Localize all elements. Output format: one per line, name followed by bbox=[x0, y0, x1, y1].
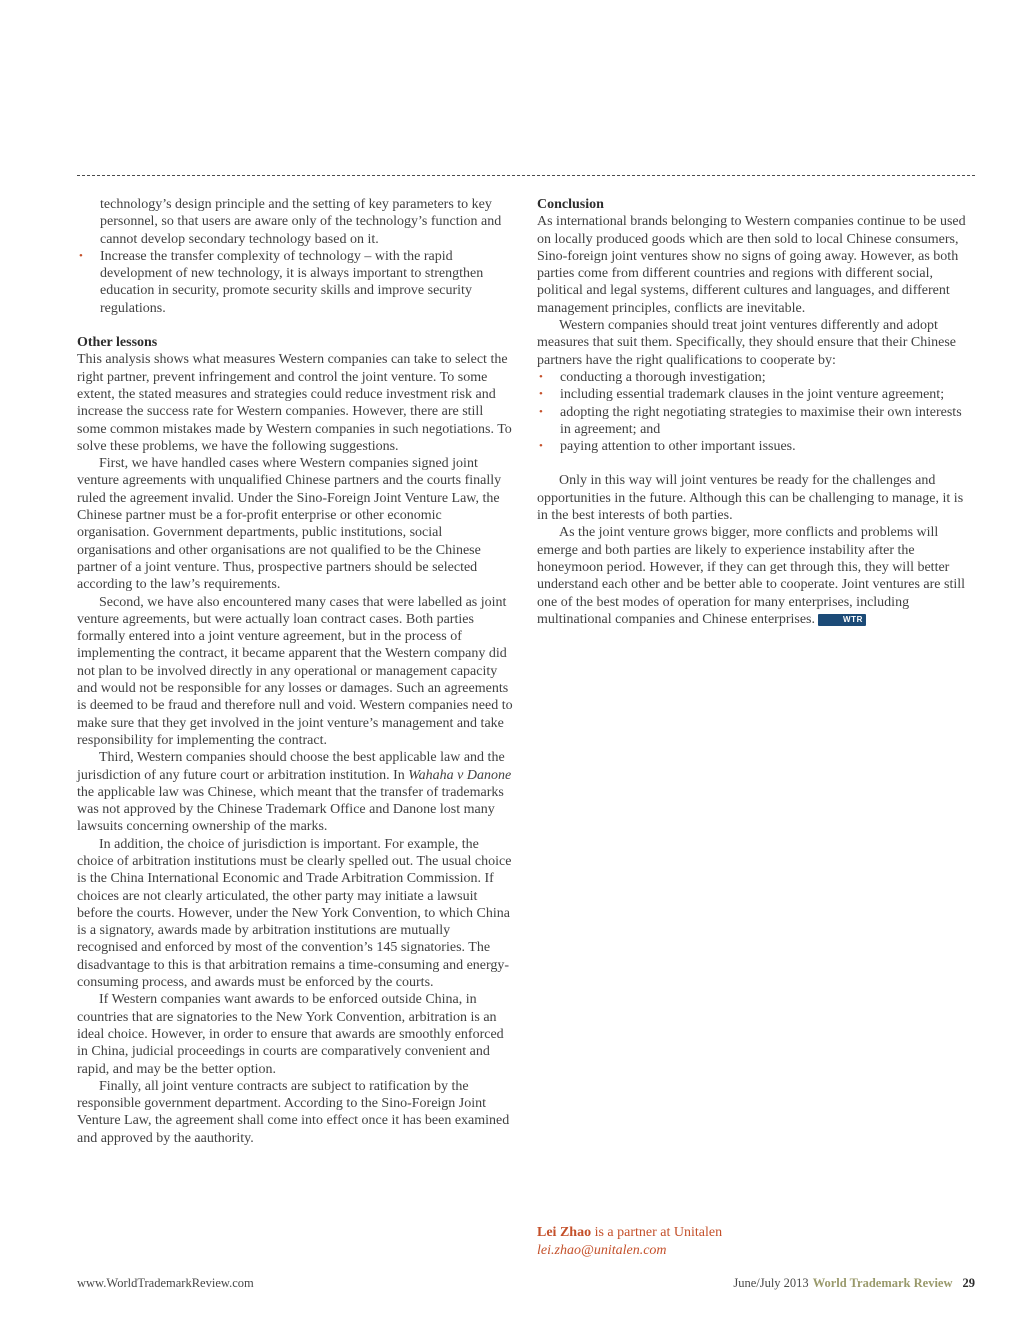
paragraph-text: Third, Western companies should choose the best applicable law and the jurisdiction of any future court or arbitration institution. In bbox=[77, 750, 505, 783]
author-block bbox=[537, 1224, 722, 1259]
paragraph-text: the applicable law was Chinese, which meant that the transfer of trademarks was not approved by the Chinese Trademark Office and Danone lost many lawsuits concerning ownership of the marks. bbox=[77, 784, 504, 835]
paragraph bbox=[537, 524, 975, 628]
paragraph bbox=[77, 749, 513, 835]
footer-website-link[interactable]: www.WorldTrademarkReview.com bbox=[77, 1276, 254, 1290]
author-role: is a partner at Unitalen bbox=[591, 1225, 723, 1240]
section-heading-other-lessons: Other lessons bbox=[77, 335, 158, 351]
bullet-item-text: paying attention to other important issues. bbox=[560, 439, 796, 455]
case-name-italic: Wahaha v Danone bbox=[408, 767, 512, 783]
right-column bbox=[537, 196, 975, 628]
bullet-icon: • bbox=[539, 388, 543, 401]
bullet-item-text: conducting a thorough investigation; bbox=[560, 369, 766, 385]
author-line bbox=[537, 1224, 722, 1242]
bullet-item bbox=[537, 438, 975, 455]
paragraph: Only in this way will joint ventures be ready for the challenges and opportunities in the future. Although this can be challenging to manage, it is in the best interests of both parties. bbox=[537, 473, 964, 524]
paragraph: Western companies should treat joint ventures differently and adopt measures that suit them. Specifically, they should ensure that their Chinese partners have the right qualifications to cooperate by: bbox=[537, 318, 956, 368]
bullet-icon: • bbox=[539, 440, 543, 453]
paragraph: If Western companies want awards to be enforced outside China, in countries that are signatories to the New York Convention, arbitration is an ideal choice. However, in order to ensure that awards are smoothly enforced in China, judicial proceedings in courts are comparatively convenient and rapid, and may be the better option. bbox=[77, 992, 504, 1077]
footer-issue-info bbox=[733, 1276, 975, 1290]
author-name: Lei Zhao bbox=[537, 1225, 592, 1240]
bullet-item bbox=[537, 386, 975, 403]
paragraph: In addition, the choice of jurisdiction is important. For example, the choice of arbitration institutions must be clearly spelled out. The usual choice is the China International Economic and Trade Arbitration Commission. If choices are not clearly articulated, the other party may initiate a lawsuit before the courts. However, under the New York Convention, to which China is a signatory, awards made by arbitration institutions are mutually recognised and enforced by most of the convention’s 145 signatories. The disadvantage to this is that arbitration remains a time-consuming and energy-consuming process, and awards must be enforced by the courts. bbox=[77, 836, 512, 991]
paragraph: Second, we have also encountered many cases that were labelled as joint venture agreements, but were actually loan contract cases. Both parties formally entered into a joint venture agreement, but in the process of implementing the contract, it became apparent that the Western company did not plan to be involved directly in any operational or management capacity and would not be responsible for any losses or damages. Such an agreements is deemed to be fraud and therefore null and void. Western companies need to make sure that they get involved in the joint venture’s management and take responsibility for implementing the contract. bbox=[77, 594, 513, 748]
footer-page-number: 29 bbox=[962, 1276, 975, 1290]
footer-issue-date: June/July 2013 bbox=[733, 1276, 809, 1290]
paragraph: As international brands belonging to Western companies continue to be used on locally produced goods which are then sold to local Chinese consumers, Sino-foreign joint ventures show no signs of going away. However, as both parties come from different countries and regions with different social, political and legal systems, different cultures and languages, and different management principles, conflicts are inevitable. bbox=[537, 214, 966, 316]
bullet-icon: • bbox=[539, 370, 543, 383]
bullet-list bbox=[537, 369, 975, 455]
bullet-item bbox=[537, 369, 975, 386]
page-footer bbox=[77, 1276, 975, 1290]
paragraph: Finally, all joint venture contracts are subject to ratification by the responsible government department. According to the Sino-Foreign Joint Venture Law, the agreement shall come into effect once it has been examined and approved by the aauthority. bbox=[77, 1078, 510, 1146]
paragraph: This analysis shows what measures Western companies can take to select the right partner, prevent infringement and control the joint venture. To some extent, the stated measures and strategies could reduce investment risk and increase the success rate for Western companies. However, there are still some common mistakes made by Western companies in such negotiations. To solve these problems, we have the following suggestions. bbox=[77, 352, 512, 454]
bullet-item-text: Increase the transfer complexity of technology – with the rapid development of new technology, it is always important to strengthen education in security, promote security skills and improve security regulations. bbox=[100, 248, 484, 316]
paragraph-text: As the joint venture grows bigger, more conflicts and problems will emerge and both parties are likely to experience instability after the honeymoon period. However, if they can get through this, they will better understand each other and be better able to cooperate. Joint ventures are still one of the best modes of operation for many enterprises, including multinational companies and Chinese enterprises. bbox=[537, 525, 965, 627]
bullet-item bbox=[537, 404, 975, 439]
paragraph: First, we have handled cases where Western companies signed joint venture agreements with unqualified Chinese partners and the courts finally ruled the agreement invalid. Under the Sino-Foreign Joint Venture Law, the Chinese partner must be a for-profit enterprise or other economic organisation. Government departments, public institutions, social organisations and other organisations are not qualified to be the Chinese partner of a joint venture. Thus, prospective partners should be selected according to the law’s requirements. bbox=[77, 456, 502, 593]
bullet-item-text: including essential trademark clauses in the joint venture agreement; bbox=[560, 387, 945, 403]
bullet-continuation-text: technology’s design principle and the setting of key parameters to key personnel, so that users are aware only of the technology’s function and cannot develop secondary technology based on it. bbox=[100, 197, 502, 247]
author-email-link[interactable]: lei.zhao@unitalen.com bbox=[537, 1242, 667, 1258]
bullet-icon: • bbox=[539, 405, 543, 418]
bullet-icon: • bbox=[79, 249, 83, 262]
dashed-divider bbox=[77, 175, 975, 176]
footer-publication-name: World Trademark Review bbox=[812, 1276, 953, 1290]
section-heading-conclusion: Conclusion bbox=[537, 197, 604, 212]
bullet-item bbox=[77, 248, 513, 317]
left-column bbox=[77, 196, 513, 1147]
wtr-end-badge: WTR bbox=[818, 614, 866, 626]
bullet-item-text: adopting the right negotiating strategies to maximise their own interests in agreement; and bbox=[560, 404, 962, 437]
